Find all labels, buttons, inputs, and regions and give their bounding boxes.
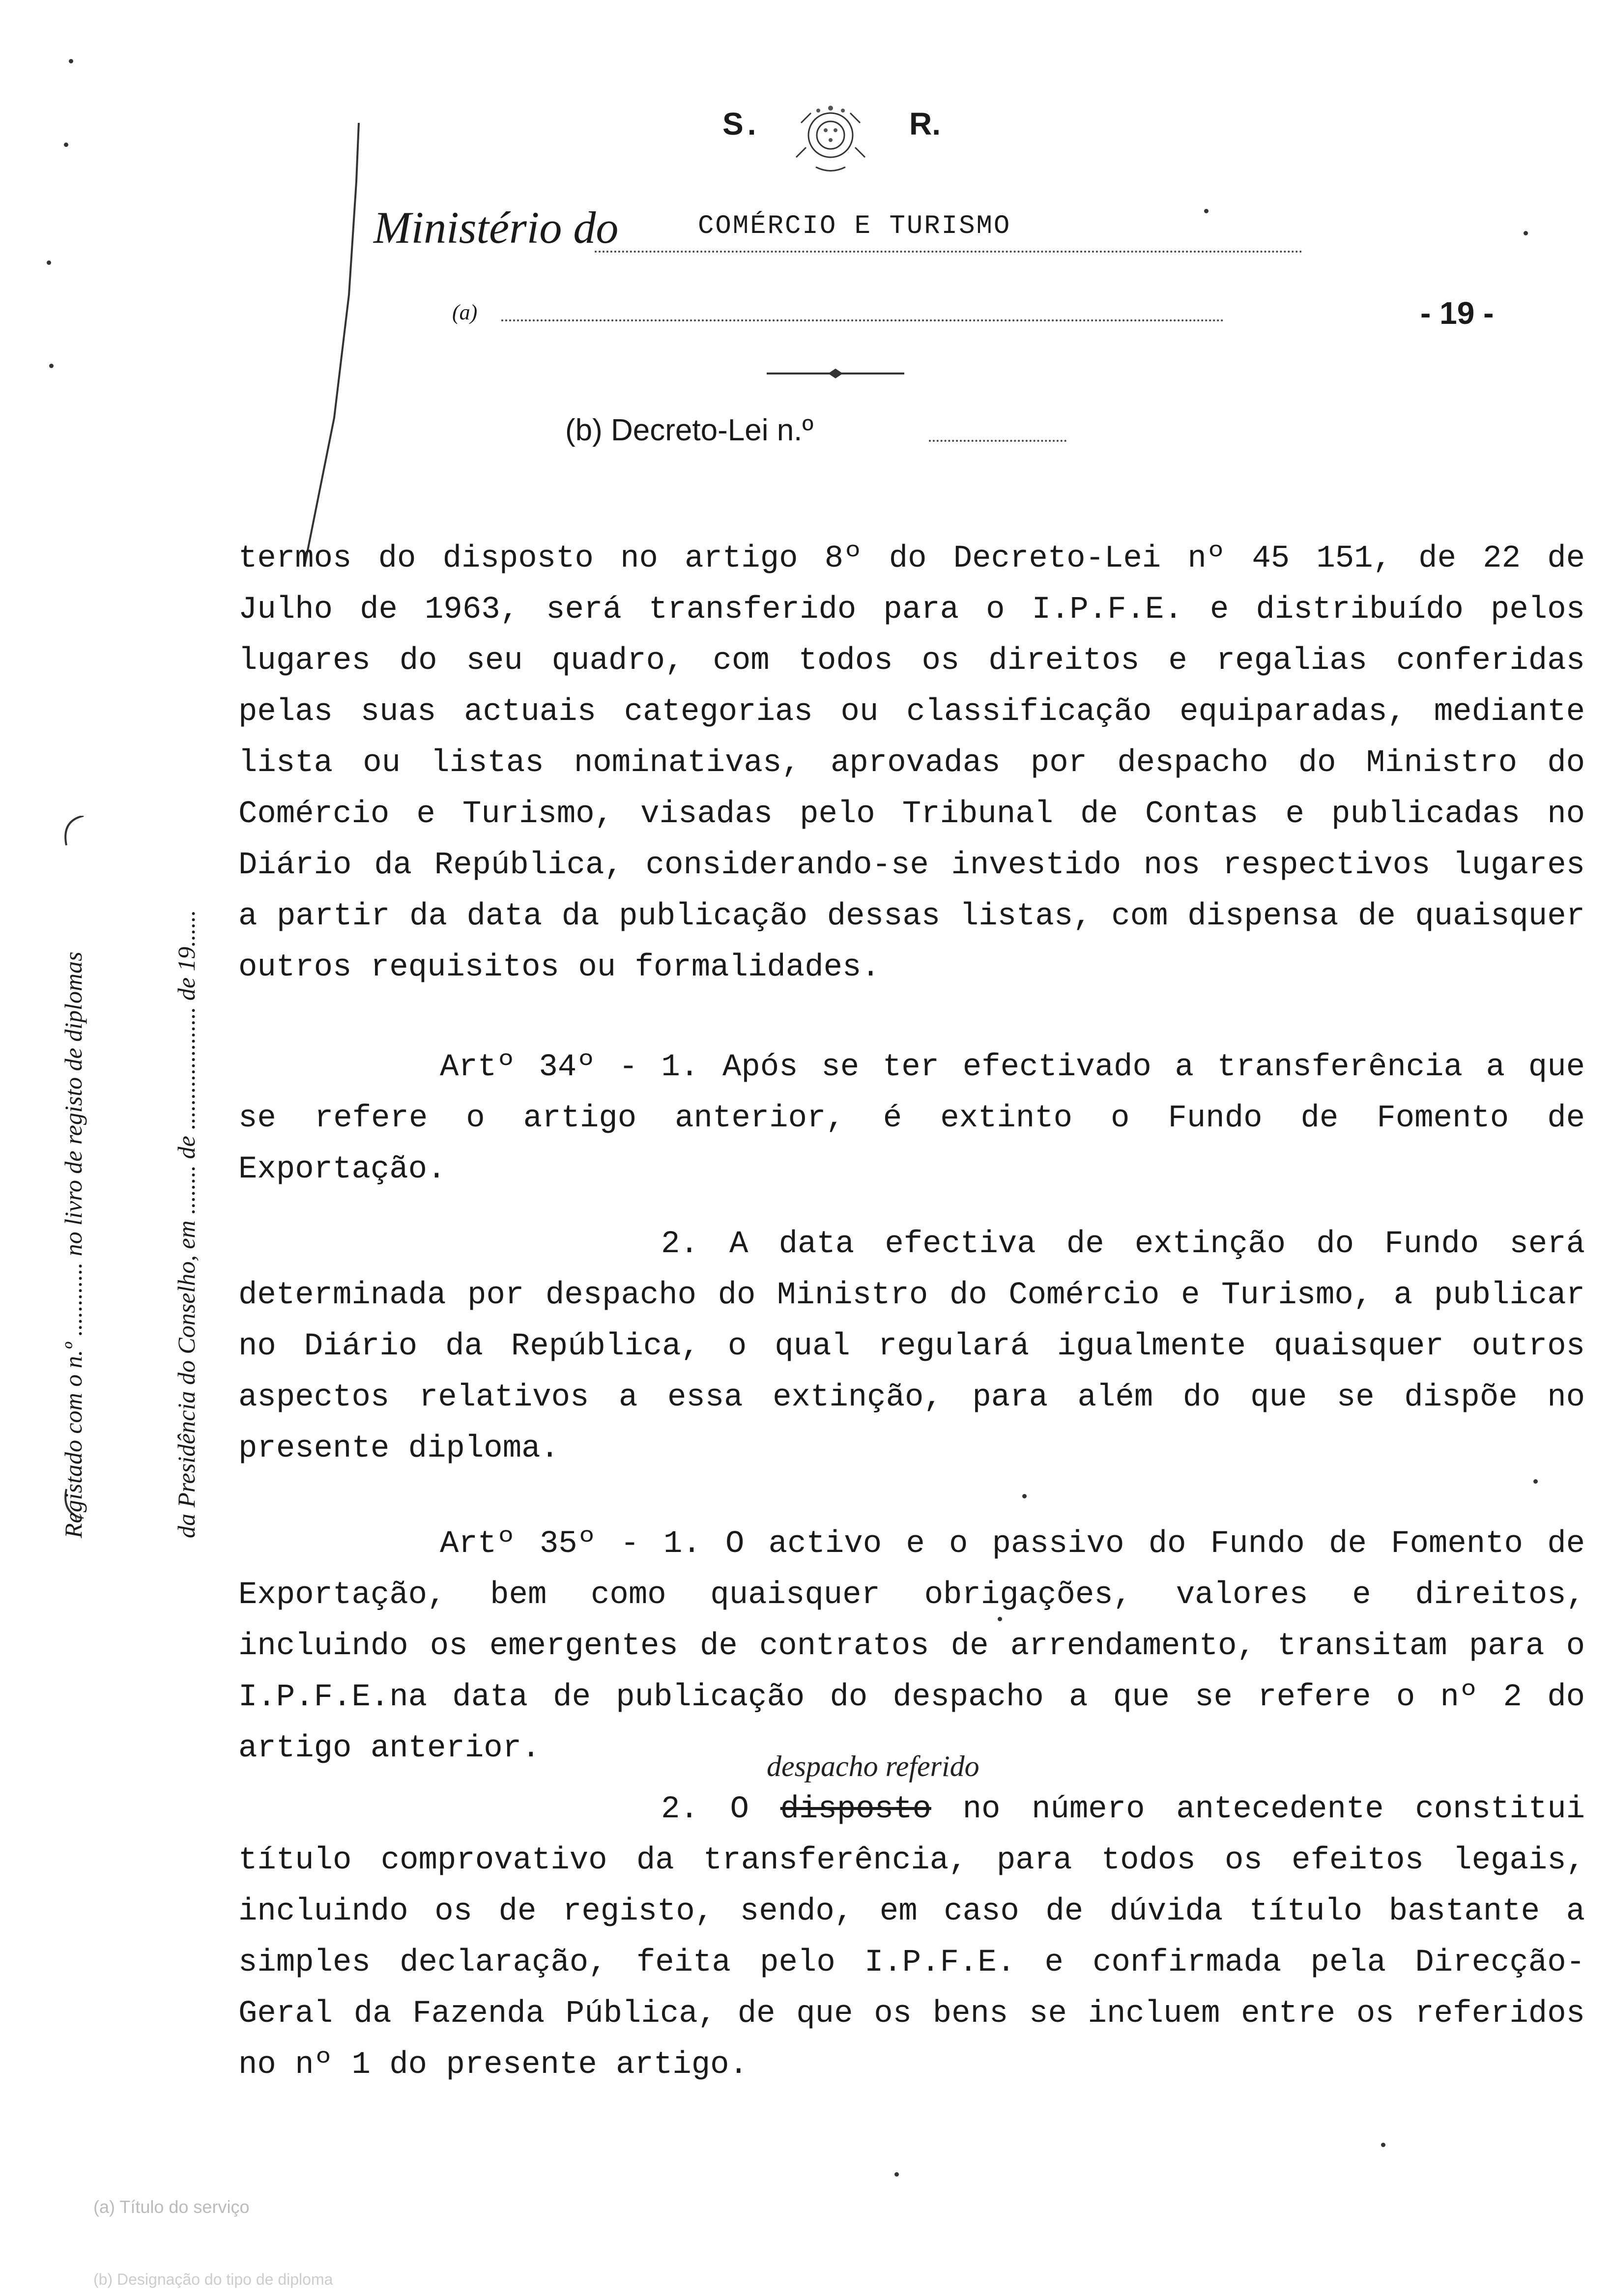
article-35-paragraph-2	[238, 1784, 1604, 2091]
scan-speck	[47, 260, 51, 265]
decree-dotted-line	[929, 440, 1066, 442]
coat-of-arms-icon	[772, 93, 890, 177]
article-34-text: Artº 34º - 1. Após se ter efectivado a transferência a que se refere o artigo anterior, é extinto o Fundo de Fomento de Exportação.	[238, 1050, 1604, 1187]
scan-speck	[1204, 209, 1209, 213]
page-number: - 19 -	[1420, 295, 1494, 331]
article-35-2-rest: no número antecedente constitui título comprovativo da transferência, para todos os efeitos legais, incluindo os de registo, sendo, em caso de dúvida título bastante a simples declaração, feita pelo I.P.F.E. e confirmada pela Direcção-Geral da Fazenda Pública, de que os bens se incluem entre os referidos no nº 1 do presente artigo.	[238, 1792, 1604, 2083]
ministry-prefix: Ministério do	[374, 202, 619, 253]
header-r-label: R.	[909, 106, 941, 142]
service-label: (a)	[452, 300, 478, 324]
ministry-name: COMÉRCIO E TURISMO	[698, 211, 1011, 241]
scan-speck	[1524, 231, 1528, 235]
footer-note-a: (a) Título do serviço	[93, 2197, 250, 2217]
struck-word: disposto	[780, 1792, 931, 1827]
margin-stroke	[275, 123, 364, 565]
header-s-label: S.	[722, 106, 760, 142]
article-34-paragraph-2	[238, 1219, 1604, 1474]
article-35-text: Artº 35º - 1. O activo e o passivo do Fundo de Fomento de Exportação, bem como quaisquer obrigações, valores e direitos, incluindo os emergentes de contratos de arrendamento, transitam para o I.P.F.E.na data de publicação do despacho a que se refere o nº 2 do artigo anterior.	[238, 1526, 1604, 1766]
scan-speck	[1533, 1479, 1538, 1484]
article-35-paragraph-1	[238, 1519, 1604, 1774]
scan-speck	[1381, 2143, 1385, 2147]
service-dotted-line	[501, 319, 1224, 321]
registration-note: Registado com o n.º ............ no livro de registo de diplomas	[59, 951, 87, 1538]
ornament-divider	[767, 366, 904, 381]
ministry-dotted-line	[595, 251, 1302, 253]
scan-speck	[894, 2172, 899, 2177]
footer-note-b: (b) Designação do tipo de diploma	[93, 2270, 333, 2288]
article-34-paragraph-1	[238, 1042, 1604, 1195]
scan-speck	[1022, 1494, 1027, 1498]
handwritten-correction: despacho referido	[767, 1750, 979, 1782]
article-35-2-start: 2. O	[661, 1792, 749, 1827]
article-34-2-text: 2. A data efectiva de extinção do Fundo será determinada por despacho do Ministro do Comércio e Turismo, a publicar no Diário da República, o qual regulará igualmente quaisquer outros aspectos relativos a essa extinção, para além do que se dispõe no presente diploma.	[238, 1227, 1604, 1466]
scan-speck	[49, 364, 54, 368]
paragraph-continuation: termos do disposto no artigo 8º do Decreto-Lei nº 45 151, de 22 de Julho de 1963, será transferido para o I.P.F.E. e distribuído pelos lugares do seu quadro, com todos os direitos e regalias conferidas pelas suas actuais categorias ou classificação equiparadas, mediante lista ou listas nominativas, aprovadas por despacho do Ministro do Comércio e Turismo, visadas pelo Tribunal de Contas e publicadas no Diário da República, considerando-se investido nos respectivos lugares a partir da data da publicação dessas listas, com dispensa de quaisquer outros requisitos ou formalidades.	[238, 541, 1604, 985]
scan-speck	[69, 59, 73, 63]
scan-speck	[998, 1617, 1002, 1621]
scan-speck	[64, 143, 68, 147]
presidency-note: da Presidência do Conselho, em ........ de .................... de 19......	[173, 910, 200, 1538]
decree-label: (b) Decreto-Lei n.º	[565, 413, 814, 447]
